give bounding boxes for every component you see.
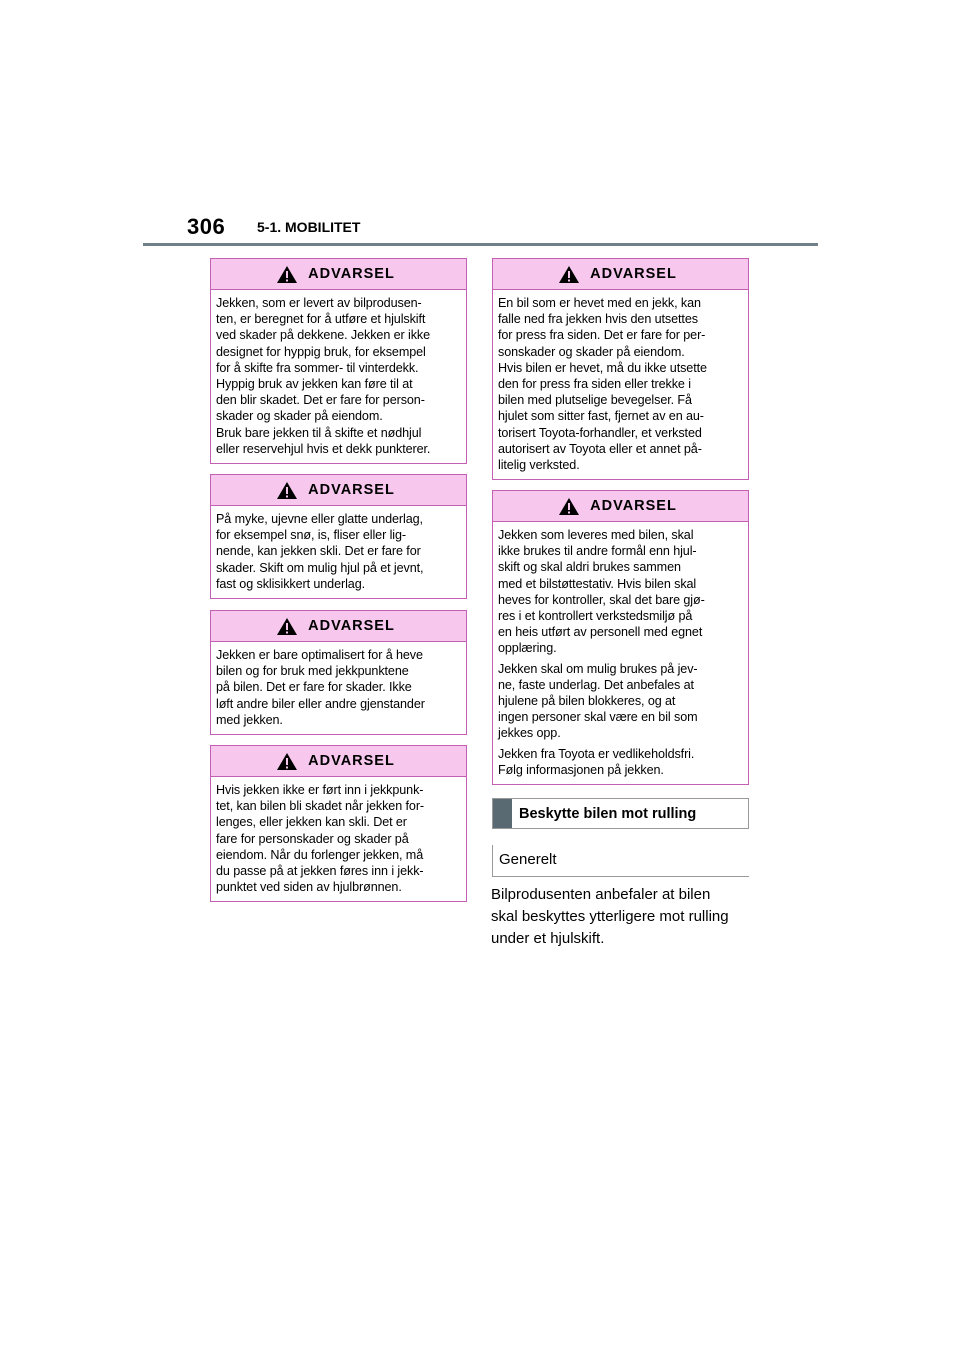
warning-line: eller reservehjul hvis et dekk punkterer.	[216, 441, 431, 456]
warning-line: ikke brukes til andre formål enn hjul-	[498, 544, 697, 559]
warning-line: Hyppig bruk av jekken kan føre til at	[216, 377, 413, 392]
body-line: Bilprodusenten anbefaler at bilen	[491, 886, 711, 903]
warning-line: en heis utført av personell med egnet	[498, 625, 703, 640]
warning-line: ingen personer skal være en bil som	[498, 710, 698, 725]
warning-line: hjulene på bilen blokkeres, og at	[498, 694, 676, 709]
warning-line: på bilen. Det er fare for skader. Ikke	[216, 680, 412, 695]
warning-paragraph	[498, 661, 744, 742]
warning-line: bilen med plutselige bevegelser. Få	[498, 393, 692, 408]
warning-line: eiendom. Når du forlenger jekken, må	[216, 847, 424, 862]
warning-header	[211, 611, 466, 642]
warning-line: En bil som er hevet med en jekk, kan	[498, 296, 701, 310]
warning-line: nende, kan jekken skli. Det er fare for	[216, 544, 421, 559]
warning-title: ADVARSEL	[308, 482, 395, 498]
warning-paragraph	[498, 746, 744, 778]
section-title: 5-1. MOBILITET	[257, 219, 361, 235]
warning-box	[210, 610, 467, 735]
warning-line: opplæring.	[498, 641, 557, 656]
warning-line: for press fra siden. Det er fare for per-	[498, 328, 706, 343]
warning-line: løft andre biler eller andre gjenstander	[216, 696, 425, 711]
warning-body	[211, 777, 466, 901]
warning-line: Jekken som leveres med bilen, skal	[498, 528, 694, 542]
warning-box	[210, 745, 467, 902]
warning-paragraph	[216, 647, 462, 728]
warning-line: ne, faste underlag. Det anbefales at	[498, 677, 694, 692]
warning-triangle-icon	[276, 752, 298, 771]
warning-line: litelig verksted.	[498, 458, 580, 473]
warning-line: På myke, ujevne eller glatte underlag,	[216, 512, 423, 526]
warning-line: punktet ved siden av hjulbrønnen.	[216, 880, 402, 895]
warning-line: Jekken fra Toyota er vedlikeholdsfri.	[498, 746, 695, 761]
warning-header	[493, 259, 748, 290]
warning-line: skader. Skift om mulig hjul på et jevnt,	[216, 560, 424, 575]
warning-line: for å skifte fra sommer- til vinterdekk.	[216, 360, 419, 375]
warning-title: ADVARSEL	[590, 266, 677, 282]
warning-title: ADVARSEL	[590, 498, 677, 514]
warning-box	[210, 474, 467, 599]
warning-body	[211, 506, 466, 598]
section-heading	[492, 798, 749, 829]
warning-header	[211, 259, 466, 290]
warning-triangle-icon	[276, 481, 298, 500]
body-text	[491, 884, 761, 950]
warning-line: torisert Toyota-forhandler, et verksted	[498, 425, 702, 440]
warning-triangle-icon	[558, 265, 580, 284]
body-line: under et hjulskift.	[491, 930, 605, 947]
warning-header	[493, 491, 748, 522]
warning-line: res i et kontrollert verkstedsmiljø på	[498, 609, 693, 624]
warning-line: Jekken er bare optimalisert for å heve	[216, 648, 423, 662]
warning-line: Hvis jekken ikke er ført inn i jekkpunk-	[216, 783, 424, 797]
warning-triangle-icon	[276, 617, 298, 636]
warning-body	[493, 290, 748, 479]
warning-line: fare for personskader og skader på	[216, 831, 409, 846]
warning-line: tet, kan bilen bli skadet når jekken for-	[216, 799, 425, 814]
header-rule	[143, 243, 818, 246]
warning-line: for eksempel snø, is, fliser eller lig-	[216, 528, 406, 543]
warning-line: Jekken skal om mulig brukes på jev-	[498, 661, 698, 676]
warning-line: den blir skadet. Det er fare for person-	[216, 393, 425, 408]
warning-paragraph	[498, 527, 744, 657]
heading-bar	[493, 799, 512, 828]
warning-line: bilen og for bruk med jekkpunktene	[216, 664, 409, 679]
warning-header	[211, 746, 466, 777]
warning-line: sonskader og skader på eiendom.	[498, 344, 685, 359]
warning-paragraph	[498, 295, 744, 473]
warning-line: falle ned fra jekken hvis den utsettes	[498, 312, 698, 327]
warning-line: heves for kontroller, skal det bare gjø-	[498, 592, 705, 607]
warning-line: fast og sklisikkert underlag.	[216, 576, 365, 591]
warning-line: ten, er beregnet for å utføre et hjulskift	[216, 312, 426, 327]
warning-body	[211, 290, 466, 463]
warning-line: autorisert av Toyota eller et annet på-	[498, 441, 702, 456]
page-number: 306	[187, 214, 226, 239]
warning-paragraph	[216, 511, 462, 592]
warning-title: ADVARSEL	[308, 618, 395, 634]
warning-triangle-icon	[276, 265, 298, 284]
warning-header	[211, 475, 466, 506]
warning-line: jekkes opp.	[498, 726, 561, 741]
warning-line: med et bilstøttestativ. Hvis bilen skal	[498, 576, 697, 591]
warning-paragraph	[216, 782, 462, 895]
warning-line: Hvis bilen er hevet, må du ikke utsette	[498, 360, 707, 375]
warning-line: skift og skal aldri brukes sammen	[498, 560, 681, 575]
warning-line: Bruk bare jekken til å skifte et nødhjul	[216, 425, 422, 440]
warning-box	[492, 258, 749, 480]
warning-body	[211, 642, 466, 734]
warning-line: med jekken.	[216, 712, 283, 727]
warning-box	[210, 258, 467, 464]
warning-line: du passe på at jekken føres inn i jekk-	[216, 864, 424, 879]
warning-title: ADVARSEL	[308, 753, 395, 769]
warning-line: Jekken, som er levert av bilprodusen-	[216, 296, 422, 310]
section-heading-text: Beskytte bilen mot rulling	[519, 805, 697, 822]
subheading	[492, 845, 749, 877]
warning-line: ved skader på dekkene. Jekken er ikke	[216, 328, 431, 343]
warning-line: skader og skader på eiendom.	[216, 409, 383, 424]
body-line: skal beskyttes ytterligere mot rulling	[491, 908, 729, 925]
warning-line: den for press fra siden eller trekke i	[498, 377, 691, 392]
subheading-text: Generelt	[499, 851, 557, 868]
warning-line: designet for hyppig bruk, for eksempel	[216, 344, 426, 359]
warning-paragraph	[216, 295, 462, 457]
warning-line: hjulet som sitter fast, fjernet av en au-	[498, 409, 704, 424]
warning-body	[493, 522, 748, 784]
warning-line: lenges, eller jekken kan skli. Det er	[216, 815, 407, 830]
warning-line: Følg informasjonen på jekken.	[498, 762, 664, 777]
warning-triangle-icon	[558, 497, 580, 516]
warning-box	[492, 490, 749, 785]
warning-title: ADVARSEL	[308, 266, 395, 282]
